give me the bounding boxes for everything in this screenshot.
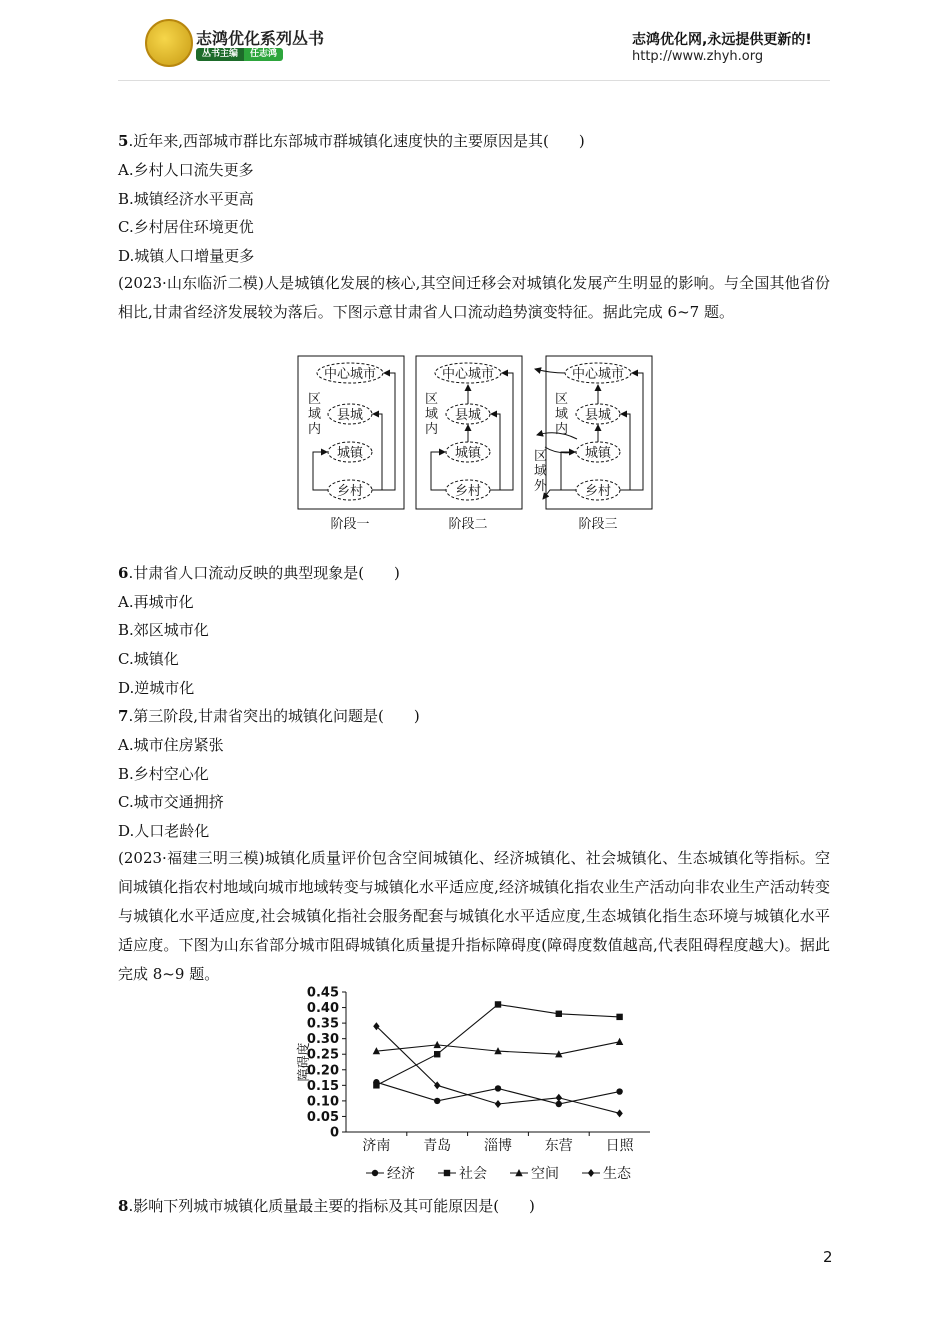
stage2-label: 阶段二 xyxy=(448,517,488,532)
y-tick-label: 0.35 xyxy=(306,1016,339,1032)
editor-label-badge: 丛书主编 xyxy=(196,48,244,61)
legend-marker-1 xyxy=(444,1170,450,1176)
q6-option-b: B.郊区城市化 xyxy=(118,621,209,639)
y-tick-label: 0 xyxy=(329,1125,339,1141)
intro-8-9: (2023·福建三明三模)城镇化质量评价包含空间城镇化、经济城镇化、社会城镇化、生态城镇化等指标。空间城镇化指农村地域向城市地域转变与城镇化水平适应度,经济城镇化指农业生产活动向非农业生产活动转变与城镇化水平适应度,社会城镇化指社会服务配套与城镇化水平适应度,生态城镇化指生态环境与城镇化水平适应度。下图为山东省部分城市阻碍城镇化质量提升指标障碍度(障碍度数值越高,代表阻碍程度越大)。据此完成 8~9 题。 xyxy=(118,849,830,983)
q8-stem-text: .影响下列城市城镇化质量最主要的指标及其可能原因是( ) xyxy=(128,1197,535,1215)
y-tick-label: 0.25 xyxy=(306,1047,339,1063)
q6-number: 6 xyxy=(118,564,129,582)
q5-option-c: C.乡村居住环境更优 xyxy=(118,218,254,236)
q5-number: 5 xyxy=(118,132,129,150)
x-tick-label: 济南 xyxy=(362,1138,391,1154)
header-slogan: 志鸿优化网,永远提供更新的! xyxy=(632,32,812,48)
q7-number: 7 xyxy=(118,707,129,725)
svg-text:城镇: 城镇 xyxy=(454,446,482,461)
data-point-1-1 xyxy=(434,1051,440,1057)
data-point-3-2 xyxy=(495,1100,501,1108)
legend-label-2: 空间 xyxy=(531,1166,559,1182)
y-tick-label: 0.20 xyxy=(306,1063,339,1079)
svg-text:乡村: 乡村 xyxy=(454,484,482,499)
stage1-town-label: 城镇 xyxy=(336,446,364,461)
q5-stem-text: .近年来,西部城市群比东部城市群城镇化速度快的主要原因是其( ) xyxy=(128,132,585,150)
data-point-0-1 xyxy=(434,1098,440,1104)
y-tick-label: 0.40 xyxy=(306,1001,339,1017)
stage3-label: 阶段三 xyxy=(578,517,618,532)
data-point-3-3 xyxy=(556,1094,562,1102)
page-header xyxy=(0,0,950,80)
header-divider xyxy=(118,80,830,81)
q7-stem-text: .第三阶段,甘肃省突出的城镇化问题是( ) xyxy=(128,707,420,725)
q8-number: 8 xyxy=(118,1197,129,1215)
data-point-2-1 xyxy=(434,1041,441,1048)
q6-option-d: D.逆城市化 xyxy=(118,679,195,697)
q7-option-a: A.城市住房紧张 xyxy=(118,736,224,754)
series-line-1 xyxy=(376,1004,619,1085)
population-flow-figure xyxy=(295,353,657,535)
legend-label-3: 生态 xyxy=(603,1166,631,1182)
intro-6-7: (2023·山东临沂二模)人是城镇化发展的核心,其空间迁移会对城镇化发展产生明显的影响。与全国其他省份相比,甘肃省经济发展较为落后。下图示意甘肃省人口流动趋势演变特征。据此完成 6~7 题。 xyxy=(118,274,830,321)
editor-name-badge: 任志鸿 xyxy=(244,48,283,61)
svg-text:中心城市: 中心城市 xyxy=(571,367,625,382)
data-point-1-3 xyxy=(556,1011,562,1017)
legend-marker-3 xyxy=(588,1169,594,1177)
q6-option-a: A.再城市化 xyxy=(118,593,194,611)
region-label: 区域外 xyxy=(534,449,548,494)
region-label: 区域内 xyxy=(425,392,439,437)
data-point-0-2 xyxy=(495,1085,501,1091)
data-point-1-2 xyxy=(495,1001,501,1007)
svg-text:县城: 县城 xyxy=(454,408,482,423)
q5-option-b: B.城镇经济水平更高 xyxy=(118,190,254,208)
data-point-0-4 xyxy=(616,1088,622,1094)
q5-option-a: A.乡村人口流失更多 xyxy=(118,161,254,179)
stage1-label: 阶段一 xyxy=(330,517,370,532)
svg-text:乡村: 乡村 xyxy=(584,484,612,499)
q7-option-c: C.城市交通拥挤 xyxy=(118,793,224,811)
data-point-1-0 xyxy=(373,1082,379,1088)
y-axis-label: 障碍度 xyxy=(297,1042,312,1082)
page-number: 2 xyxy=(823,1248,833,1266)
x-tick-label: 青岛 xyxy=(423,1138,452,1154)
legend-marker-0 xyxy=(372,1170,378,1176)
brand-logo xyxy=(145,19,193,67)
x-tick-label: 日照 xyxy=(605,1138,634,1154)
svg-text:中心城市: 中心城市 xyxy=(441,367,495,382)
y-tick-label: 0.05 xyxy=(306,1109,339,1125)
y-tick-label: 0.15 xyxy=(306,1078,339,1094)
legend-label-1: 社会 xyxy=(459,1166,487,1182)
brand-title: 志鸿优化系列丛书 xyxy=(196,29,325,48)
q6-stem-text: .甘肃省人口流动反映的典型现象是( ) xyxy=(128,564,400,582)
svg-text:城镇: 城镇 xyxy=(584,446,612,461)
x-tick-label: 淄博 xyxy=(484,1138,512,1154)
data-point-3-4 xyxy=(616,1109,622,1117)
q5-option-d: D.城镇人口增量更多 xyxy=(118,247,255,265)
x-tick-label: 东营 xyxy=(544,1138,573,1154)
q8-stem xyxy=(118,1195,535,1216)
region-label: 区域内 xyxy=(308,392,322,437)
legend-label-0: 经济 xyxy=(387,1166,415,1182)
y-tick-label: 0.10 xyxy=(306,1094,339,1110)
y-tick-label: 0.45 xyxy=(306,985,339,1001)
header-url[interactable]: http://www.zhyh.org xyxy=(632,49,764,64)
q7-stem xyxy=(118,705,420,726)
q5-stem xyxy=(118,130,585,151)
svg-text:县城: 县城 xyxy=(584,408,612,423)
stage1-county-label: 县城 xyxy=(336,408,364,423)
data-point-2-4 xyxy=(616,1038,623,1045)
data-point-1-4 xyxy=(616,1014,622,1020)
region-label: 区域内 xyxy=(555,392,569,437)
q6-option-c: C.城镇化 xyxy=(118,650,179,668)
q7-option-d: D.人口老龄化 xyxy=(118,822,210,840)
y-tick-label: 0.30 xyxy=(306,1032,339,1048)
q6-stem xyxy=(118,562,400,583)
stage1-center-label: 中心城市 xyxy=(323,367,377,382)
obstacle-degree-chart xyxy=(290,985,660,1190)
stage1-village-label: 乡村 xyxy=(336,484,364,499)
q7-option-b: B.乡村空心化 xyxy=(118,765,209,783)
